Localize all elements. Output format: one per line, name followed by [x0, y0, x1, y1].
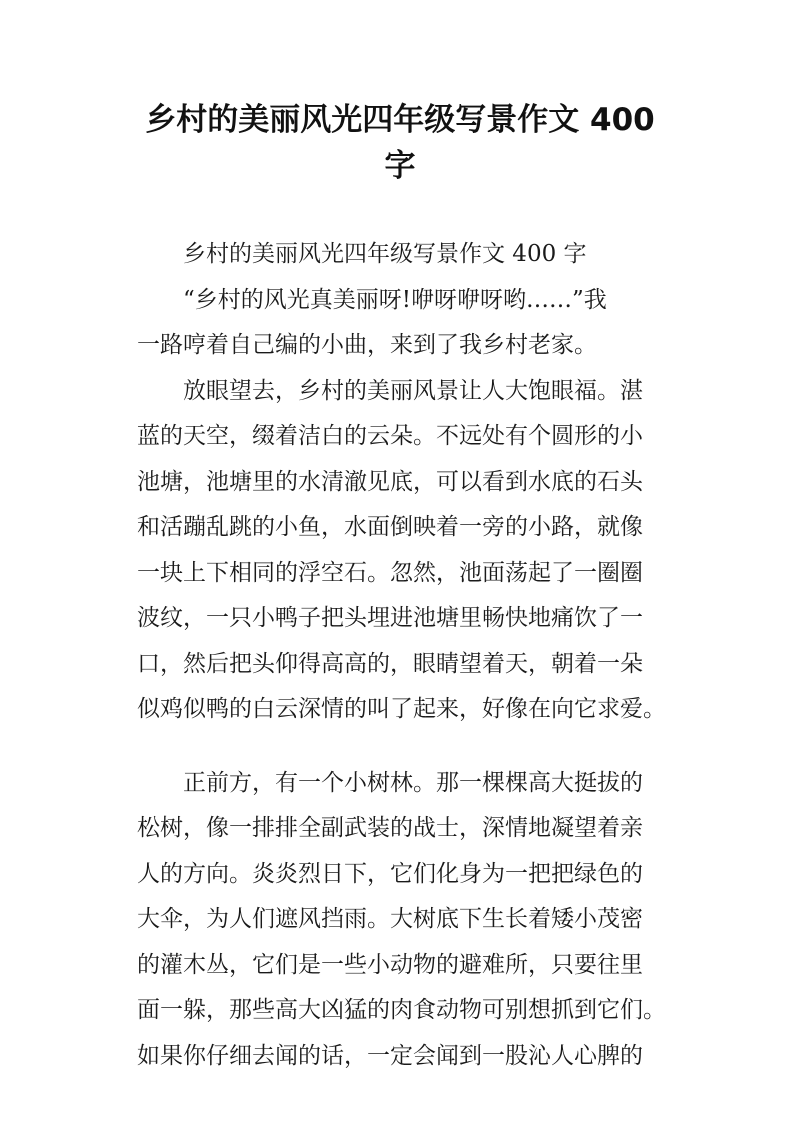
text-line: 面一躲，那些高大凶猛的肉食动物可别想抓到它们。	[137, 997, 666, 1023]
title-line: 字	[384, 147, 416, 184]
article-body	[137, 232, 697, 1079]
text-line: 似鸡似鸭的白云深情的叫了起来，好像在向它求爱。	[137, 696, 666, 722]
page-title	[100, 98, 700, 189]
text-line: 放眼望去，乡村的美丽风景让人大饱眼福。湛	[183, 377, 643, 404]
text-line: 乡村的美丽风光四年级写景作文 400 字	[183, 241, 587, 267]
text-line: 和活蹦乱跳的小鱼，水面倒映着一旁的小路，就像	[137, 514, 643, 540]
title-line: 乡村的美丽风光四年级写景作文 400	[145, 102, 655, 138]
text-line: 大伞，为人们遮风挡雨。大树底下生长着矮小茂密	[137, 906, 643, 932]
text-line: 如果你仔细去闻的话，一定会闻到一股沁人心脾的	[137, 1042, 643, 1069]
text-line: 口，然后把头仰得高高的，眼睛望着天，朝着一朵	[137, 650, 643, 677]
paragraph-woods	[137, 761, 697, 1080]
paragraph-gap	[137, 733, 697, 761]
text-line: 正前方，有一个小树林。那一棵棵高大挺拔的	[183, 769, 643, 796]
text-line: 波纹，一只小鸭子把头埋进池塘里畅快地痛饮了一	[137, 605, 643, 631]
text-line: 松树，像一排排全副武装的战士，深情地凝望着亲	[137, 815, 643, 841]
paragraph-pond	[137, 369, 697, 733]
paragraph-subtitle	[137, 232, 697, 278]
paragraph-intro	[137, 278, 697, 369]
text-line: 的灌木丛，它们是一些小动物的避难所，只要往里	[137, 951, 643, 978]
text-line: 一路哼着自己编的小曲，来到了我乡村老家。	[137, 332, 597, 358]
text-line: 一块上下相同的浮空石。忽然，池面荡起了一圈圈	[137, 559, 643, 586]
text-line: 蓝的天空，缀着洁白的云朵。不远处有个圆形的小	[137, 423, 643, 449]
text-line: “乡村的风光真美丽呀!咿呀咿呀哟……”我	[183, 286, 607, 313]
text-line: 人的方向。炎炎烈日下，它们化身为一把把绿色的	[137, 860, 643, 887]
text-line: 池塘，池塘里的水清澈见底，可以看到水底的石头	[137, 468, 643, 495]
